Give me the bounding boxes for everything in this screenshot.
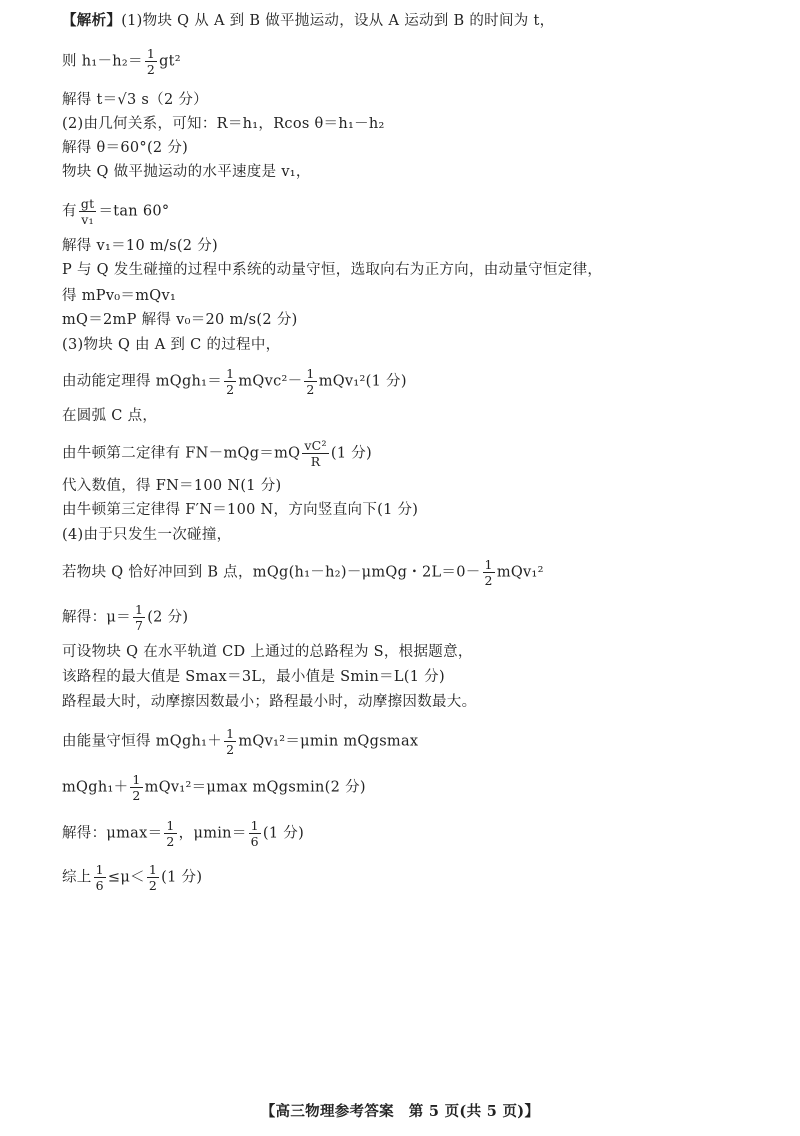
- fraction: $\frac{1}{2}$: [306, 366, 315, 397]
- line-5: 解得 θ＝60°(2 分): [62, 140, 189, 156]
- line-10: 得 mPv₀＝mQv₁: [62, 288, 177, 304]
- line-4: (2)由几何关系，可知：R＝h₁，Rcos θ＝h₁－h₂: [62, 116, 385, 132]
- line-23: 路程最大时，动摩擦因数最小；路程最小时，动摩擦因数最大。: [62, 694, 477, 710]
- fraction: $\frac{gt}{\text{v₁}}$: [80, 196, 95, 227]
- section-heading: 【解析】: [62, 12, 122, 29]
- line-12: (3)物块 Q 由 A 到 C 的过程中，: [62, 337, 281, 353]
- line-8: 解得 v₁＝10 m/s(2 分): [62, 238, 218, 254]
- line-13: 由动能定理得 mQgh₁＝ $\frac{1}{2}$ mQvc²－ $\frac{1}{2}$ mQv₁²(1 分): [62, 366, 407, 397]
- line-21: 可设物块 Q 在水平轨道 CD 上通过的总路程为 S，根据题意，: [62, 644, 473, 660]
- fraction: $\frac{1}{2}$: [226, 726, 235, 757]
- line-14: 在圆弧 C 点，: [62, 408, 158, 424]
- line-6: 物块 Q 做平抛运动的水平速度是 v₁，: [62, 164, 311, 180]
- line-20: 解得：μ＝ $\frac{1}{7}$ (2 分): [62, 602, 189, 633]
- line-18: (4)由于只发生一次碰撞，: [62, 527, 232, 543]
- fraction: $\frac{1}{2}$: [132, 772, 141, 803]
- fraction: $\frac{1}{7}$: [134, 602, 144, 633]
- line-9: P 与 Q 发生碰撞的过程中系统的动量守恒，选取向右为正方向，由动量守恒定律，: [62, 262, 603, 278]
- page-footer: 【高三物理参考答案 第 5 页(共 5 页)】: [260, 1103, 540, 1120]
- line-11: mQ＝2mP 解得 v₀＝20 m/s(2 分): [62, 312, 298, 328]
- line-24: 由能量守恒得 mQgh₁＋ $\frac{1}{2}$ mQv₁²＝μmin mQgsmax: [62, 726, 419, 757]
- fraction: $\frac{\text{vC²}}{R}$: [304, 438, 327, 469]
- fraction: $\frac{1}{2}$: [166, 818, 175, 849]
- line-15: 由牛顿第二定律有 FN－mQg＝mQ $\frac{\text{vC²}}{R}$ (1 分): [62, 438, 373, 469]
- line-3: 解得 t＝√3 s（2 分）: [62, 92, 208, 108]
- fraction: $\frac{1}{2}$: [146, 46, 156, 77]
- line-25: mQgh₁＋ $\frac{1}{2}$ mQv₁²＝μmax mQgsmin(2 分): [62, 772, 366, 803]
- fraction: $\frac{1}{6}$: [95, 862, 104, 893]
- line-7: 有 $\frac{gt}{\text{v₁}}$ ＝tan 60°: [62, 196, 170, 227]
- line-22: 该路程的最大值是 Smax＝3L，最小值是 Smin＝L(1 分): [62, 669, 445, 685]
- line-17: 由牛顿第三定律得 F′N＝100 N，方向竖直向下(1 分): [62, 502, 419, 518]
- fraction: $\frac{1}{2}$: [226, 366, 235, 397]
- line-16: 代入数值，得 FN＝100 N(1 分): [62, 478, 282, 494]
- line-26: 解得：μmax＝ $\frac{1}{2}$ ，μmin＝ $\frac{1}{6}$ (1 分): [62, 818, 305, 849]
- fraction: $\frac{1}{2}$: [484, 557, 493, 588]
- line-1: 【解析】(1)物块 Q 从 A 到 B 做平抛运动，设从 A 运动到 B 的时间为 t，: [62, 12, 555, 29]
- fraction: $\frac{1}{2}$: [148, 862, 158, 893]
- line-19: 若物块 Q 恰好冲回到 B 点，mQg(h₁－h₂)－μmQg・2L＝0－ $\frac{1}{2}$ mQv₁²: [62, 557, 544, 588]
- line-2: 则 h₁－h₂＝ $\frac{1}{2}$ gt²: [62, 46, 181, 77]
- fraction: $\frac{1}{6}$: [250, 818, 259, 849]
- line-27: 综上 $\frac{1}{6}$ ≤μ＜ $\frac{1}{2}$ (1 分): [62, 862, 203, 893]
